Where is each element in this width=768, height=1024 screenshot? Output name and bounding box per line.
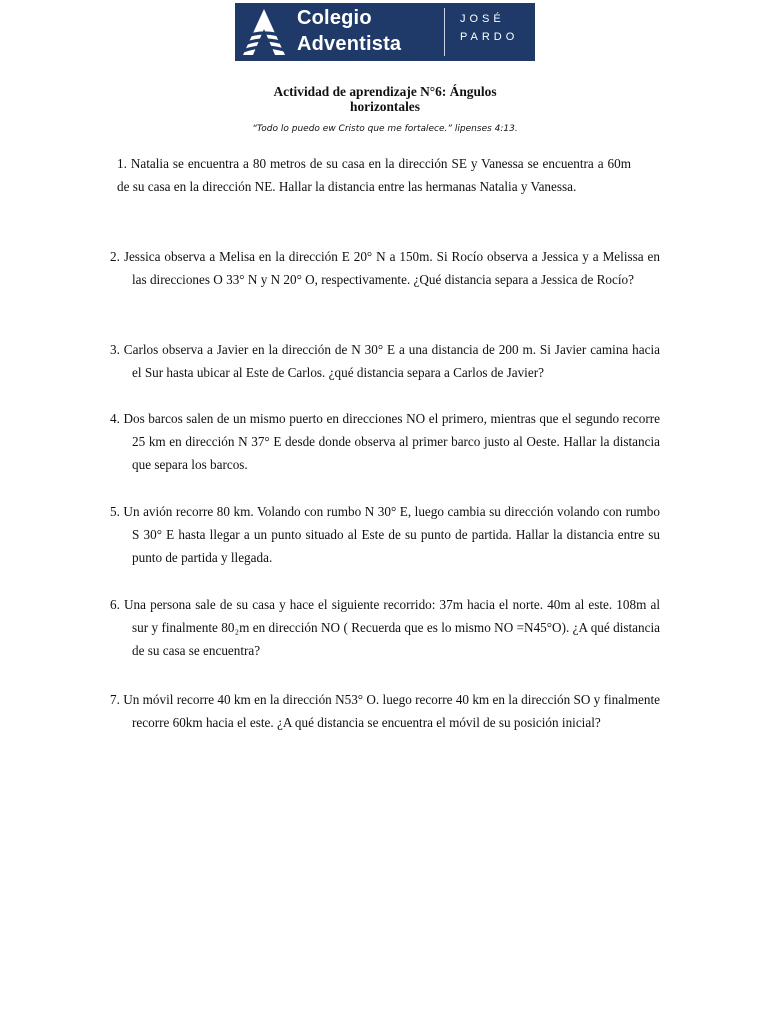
question-2: 2. Jessica observa a Melisa en la dirección E 20° N a 150m. Si Rocío observa a Jessica y a Melissa en las direcciones O 33° N y N 20° O, respectivamente. ¿Qué distancia separa a Jessica de Rocío?: [110, 249, 660, 287]
question-3: 3. Carlos observa a Javier en la dirección de N 30° E a una distancia de 200 m. Si Javier camina hacia el Sur hasta ubicar al Este de Carlos. ¿qué distancia separa a Carlos de Javier?: [110, 342, 660, 380]
logo-text-jose: JOSÉ: [460, 13, 505, 25]
question-5: 5. Un avión recorre 80 km. Volando con rumbo N 30° E, luego cambia su dirección volando con rumbo S 30° E hasta llegar a un punto situado al Este de su punto de partida. Hallar la distancia entre su punto de partida y llegada.: [110, 504, 660, 565]
school-logo-icon: [241, 7, 287, 57]
question-1: 1. Natalia se encuentra a 80 metros de su casa en la dirección SE y Vanessa se encuentra a 60m de su casa en la dirección NE. Hallar la distancia entre las hermanas Natalia y Vanessa.: [117, 156, 631, 194]
logo-text-pardo: PARDO: [460, 31, 519, 43]
school-logo: [235, 3, 535, 61]
bible-quote: “Todo lo puedo ew Cristo que me fortalece.” lipenses 4:13.: [252, 124, 518, 134]
question-6: 6. Una persona sale de su casa y hace el siguiente recorrido: 37m hacia el norte. 40m al este. 108m al sur y finalmente 80₂m en dirección NO ( Recuerda que es lo mismo NO =N45°O). ¿A qué distancia de su casa se encuentra?: [110, 597, 660, 658]
logo-text-adventista: Adventista: [297, 33, 402, 55]
question-7: 7. Un móvil recorre 40 km en la dirección N53° O. luego recorre 40 km en la dirección SO y finalmente recorre 60km hacia el este. ¿A qué distancia se encuentra el móvil de su posición inicial?: [110, 692, 660, 730]
question-4: 4. Dos barcos salen de un mismo puerto en direcciones NO el primero, mientras que el segundo recorre 25 km en dirección N 37° E desde donde observa al primer barco justo al Oeste. Hallar la distancia que separa los barcos.: [110, 411, 660, 472]
page-title: Actividad de aprendizaje N°6: Ángulos horizontales: [273, 84, 497, 114]
logo-text-colegio: Colegio: [297, 7, 372, 29]
logo-divider: [444, 8, 445, 56]
